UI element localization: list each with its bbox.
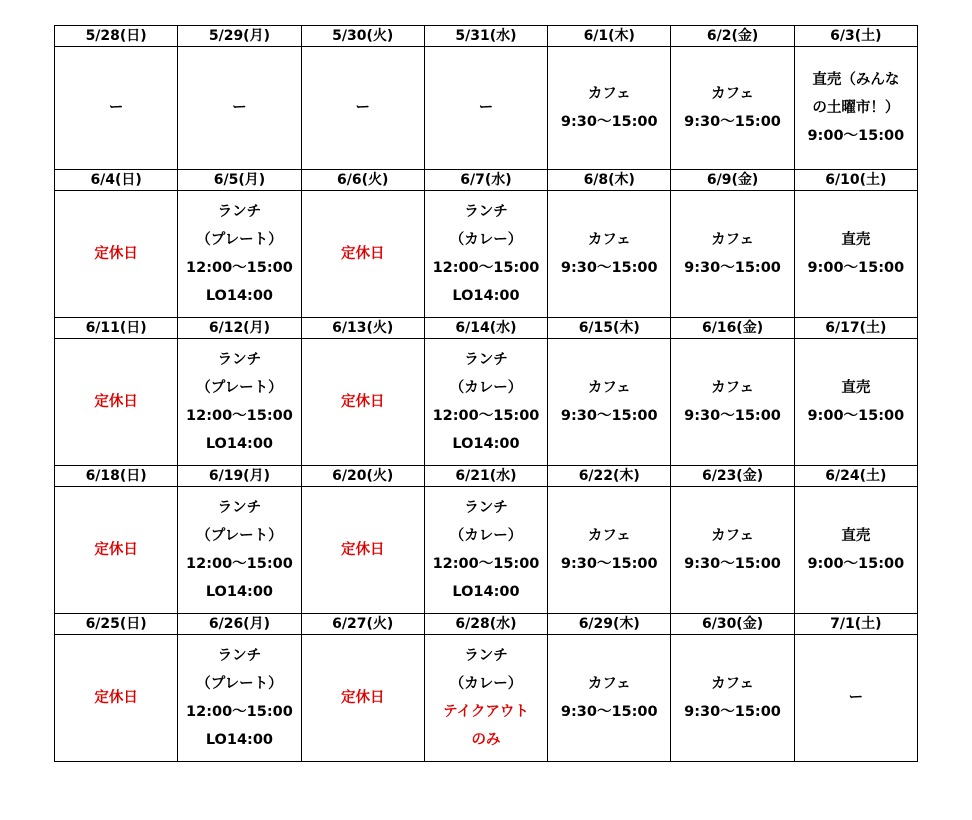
date-cell: 5/29(月) (178, 26, 301, 47)
schedule-line: ランチ (217, 648, 262, 664)
schedule-cell (671, 635, 794, 762)
schedule-line: カフェ (587, 676, 631, 692)
schedule-line: 直売 (841, 380, 871, 396)
schedule-line: のみ (471, 732, 501, 748)
schedule-line: 9:00～15:00 (807, 260, 905, 276)
schedule-line: 定休日 (94, 394, 138, 410)
schedule-cell (424, 339, 547, 466)
schedule-line: LO14:00 (205, 732, 274, 748)
schedule-cell (178, 487, 301, 614)
schedule-line: 12:00～15:00 (432, 408, 540, 424)
schedule-cell (671, 191, 794, 318)
schedule-cell (55, 339, 178, 466)
schedule-line: 12:00～15:00 (186, 408, 293, 424)
schedule-line: カフェ (711, 232, 754, 248)
date-cell: 6/17(土) (794, 318, 917, 339)
date-cell: 6/22(木) (548, 466, 671, 487)
schedule-cell (424, 487, 547, 614)
schedule-line: （カレー） (449, 676, 523, 692)
schedule-line: ー (478, 100, 494, 116)
date-cell: 6/12(月) (178, 318, 301, 339)
date-cell: 6/18(日) (55, 466, 178, 487)
schedule-line: 9:00～15:00 (807, 408, 905, 424)
schedule-cell (178, 339, 301, 466)
schedule-cell (301, 47, 424, 170)
schedule-line: カフェ (711, 676, 754, 692)
date-cell: 6/15(木) (548, 318, 671, 339)
week-schedule-row (55, 487, 918, 614)
schedule-cell (548, 339, 671, 466)
week-date-row (55, 26, 918, 47)
schedule-cell (55, 47, 178, 170)
schedule-cell (548, 191, 671, 318)
date-cell: 6/2(金) (671, 26, 794, 47)
schedule-line: 9:30～15:00 (684, 704, 781, 720)
week-schedule-row (55, 191, 918, 318)
date-cell: 6/30(金) (671, 614, 794, 635)
schedule-line: 定休日 (340, 690, 385, 706)
date-cell: 6/14(水) (424, 318, 547, 339)
schedule-line: カフェ (711, 86, 754, 102)
schedule-line: 12:00～15:00 (432, 556, 540, 572)
schedule-line: LO14:00 (452, 436, 520, 452)
date-cell: 6/6(火) (301, 170, 424, 191)
schedule-line: 定休日 (340, 394, 385, 410)
date-cell: 5/28(日) (55, 26, 178, 47)
schedule-line: カフェ (587, 380, 631, 396)
schedule-line: ー (108, 100, 124, 116)
date-cell: 6/29(木) (548, 614, 671, 635)
schedule-line: カフェ (587, 528, 631, 544)
schedule-line: 定休日 (94, 690, 138, 706)
schedule-cell (548, 635, 671, 762)
week-date-row (55, 614, 918, 635)
date-cell: 6/1(木) (548, 26, 671, 47)
schedule-line: ランチ (464, 352, 508, 368)
schedule-line: ー (232, 100, 247, 116)
schedule-line: 9:30～15:00 (684, 260, 781, 276)
schedule-line: 直売（みんな (812, 72, 900, 88)
date-cell: 5/31(水) (424, 26, 547, 47)
schedule-line: LO14:00 (205, 436, 274, 452)
schedule-cell (794, 635, 917, 762)
week-schedule-row (55, 635, 918, 762)
date-cell: 6/13(火) (301, 318, 424, 339)
schedule-line: 9:00～15:00 (807, 556, 905, 572)
schedule-cell (301, 191, 424, 318)
schedule-line: ランチ (217, 204, 262, 220)
schedule-line: （カレー） (449, 380, 523, 396)
date-cell: 6/25(日) (55, 614, 178, 635)
schedule-line: ランチ (464, 648, 508, 664)
schedule-line: （プレート） (196, 528, 283, 544)
schedule-line: LO14:00 (205, 584, 274, 600)
schedule-line: 9:30～15:00 (560, 260, 658, 276)
schedule-line: 9:30～15:00 (560, 408, 658, 424)
schedule-cell (794, 487, 917, 614)
schedule-line: 12:00～15:00 (186, 260, 293, 276)
schedule-cell (424, 635, 547, 762)
schedule-calendar (54, 25, 918, 762)
date-cell: 6/10(土) (794, 170, 917, 191)
schedule-cell (178, 635, 301, 762)
schedule-line: 9:30～15:00 (560, 114, 658, 130)
schedule-cell (178, 47, 301, 170)
schedule-cell (548, 47, 671, 170)
schedule-line: 12:00～15:00 (432, 260, 540, 276)
schedule-line: （カレー） (449, 528, 523, 544)
schedule-line: ランチ (217, 352, 262, 368)
date-cell: 6/24(土) (794, 466, 917, 487)
week-date-row (55, 170, 918, 191)
schedule-line: テイクアウト (443, 704, 529, 720)
schedule-line: 直売 (841, 232, 871, 248)
schedule-cell (424, 47, 547, 170)
schedule-line: 定休日 (94, 542, 138, 558)
schedule-line: カフェ (587, 232, 631, 248)
date-cell: 6/20(火) (301, 466, 424, 487)
schedule-cell (794, 191, 917, 318)
schedule-cell (794, 339, 917, 466)
week-date-row (55, 466, 918, 487)
schedule-line: 12:00～15:00 (186, 704, 293, 720)
schedule-line: 9:30～15:00 (684, 114, 781, 130)
schedule-line: ランチ (464, 204, 508, 220)
schedule-line: LO14:00 (452, 288, 520, 304)
schedule-line: カフェ (587, 86, 631, 102)
schedule-line: LO14:00 (205, 288, 274, 304)
date-cell: 6/27(火) (301, 614, 424, 635)
schedule-line: 定休日 (340, 246, 385, 262)
date-cell: 6/9(金) (671, 170, 794, 191)
schedule-cell (671, 487, 794, 614)
schedule-line: 直売 (841, 528, 871, 544)
schedule-cell (301, 635, 424, 762)
schedule-line: 定休日 (94, 246, 138, 262)
date-cell: 6/21(水) (424, 466, 547, 487)
schedule-line: 9:30～15:00 (560, 704, 658, 720)
date-cell: 6/4(日) (55, 170, 178, 191)
schedule-line: 9:00～15:00 (807, 128, 905, 144)
schedule-cell (424, 191, 547, 318)
date-cell: 6/3(土) (794, 26, 917, 47)
schedule-cell (55, 191, 178, 318)
schedule-cell (301, 487, 424, 614)
schedule-cell (55, 635, 178, 762)
date-cell: 6/19(月) (178, 466, 301, 487)
schedule-line: ランチ (464, 500, 508, 516)
schedule-line: 12:00～15:00 (186, 556, 293, 572)
schedule-line: （カレー） (449, 232, 523, 248)
schedule-line: 9:30～15:00 (684, 408, 781, 424)
schedule-line: （プレート） (196, 676, 283, 692)
date-cell: 7/1(土) (794, 614, 917, 635)
schedule-cell (178, 191, 301, 318)
week-schedule-row (55, 339, 918, 466)
schedule-line: の土曜市！） (812, 100, 900, 116)
week-date-row (55, 318, 918, 339)
schedule-line: LO14:00 (452, 584, 520, 600)
schedule-line: カフェ (711, 528, 754, 544)
week-schedule-row (55, 47, 918, 170)
schedule-cell (301, 339, 424, 466)
schedule-line: 定休日 (340, 542, 385, 558)
schedule-line: （プレート） (196, 380, 283, 396)
schedule-line: （プレート） (196, 232, 283, 248)
date-cell: 6/28(水) (424, 614, 547, 635)
schedule-line: 9:30～15:00 (560, 556, 658, 572)
schedule-line: ー (848, 690, 864, 706)
date-cell: 6/11(日) (55, 318, 178, 339)
date-cell: 6/26(月) (178, 614, 301, 635)
schedule-line: 9:30～15:00 (684, 556, 781, 572)
schedule-cell (794, 47, 917, 170)
date-cell: 6/16(金) (671, 318, 794, 339)
schedule-line: カフェ (711, 380, 754, 396)
schedule-cell (671, 339, 794, 466)
schedule-cell (548, 487, 671, 614)
date-cell: 6/23(金) (671, 466, 794, 487)
schedule-line: ー (355, 100, 370, 116)
date-cell: 6/5(月) (178, 170, 301, 191)
schedule-cell (55, 487, 178, 614)
date-cell: 5/30(火) (301, 26, 424, 47)
schedule-cell (671, 47, 794, 170)
schedule-line: ランチ (217, 500, 262, 516)
date-cell: 6/8(木) (548, 170, 671, 191)
date-cell: 6/7(水) (424, 170, 547, 191)
